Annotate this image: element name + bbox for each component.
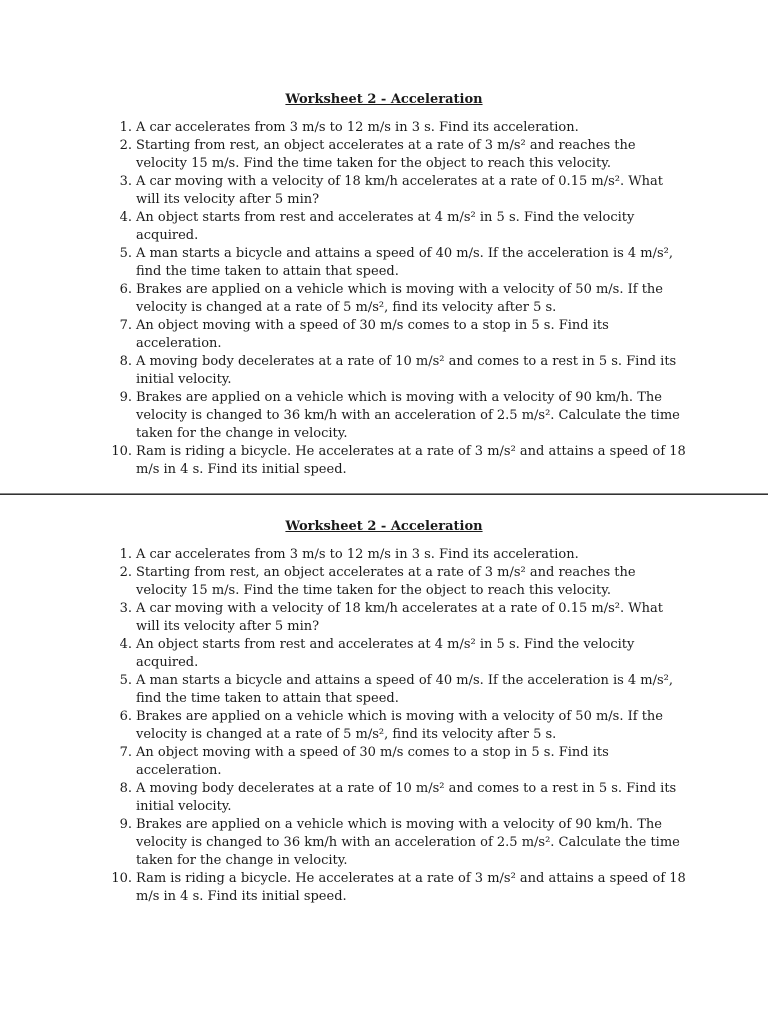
question-list bbox=[110, 546, 690, 906]
question-item bbox=[110, 870, 690, 906]
question-item bbox=[110, 281, 690, 317]
question-text: Brakes are applied on a vehicle which is moving with a velocity of 90 km/h. The velocity is changed to 36 km/h with an acceleration of 2.5 m/s². Calculate the time taken for the change in velocity. bbox=[136, 390, 680, 441]
page-divider bbox=[0, 494, 768, 495]
question-number: 2. bbox=[119, 138, 132, 153]
question-item bbox=[110, 708, 690, 744]
question-item bbox=[110, 353, 690, 389]
question-item bbox=[110, 119, 690, 137]
question-number: 10. bbox=[111, 444, 132, 459]
question-text: Starting from rest, an object accelerates at a rate of 3 m/s² and reaches the velocity 15 m/s. Find the time taken for the object to reach this velocity. bbox=[136, 138, 636, 171]
question-text: Brakes are applied on a vehicle which is moving with a velocity of 50 m/s. If the velocity is changed at a rate of 5 m/s², find its velocity after 5 s. bbox=[136, 709, 663, 742]
question-text: A car accelerates from 3 m/s to 12 m/s in 3 s. Find its acceleration. bbox=[136, 547, 579, 562]
question-text: A man starts a bicycle and attains a speed of 40 m/s. If the acceleration is 4 m/s², find the time taken to attain that speed. bbox=[136, 246, 674, 279]
question-number: 5. bbox=[119, 246, 132, 261]
question-text: A car accelerates from 3 m/s to 12 m/s in 3 s. Find its acceleration. bbox=[136, 120, 579, 135]
question-item bbox=[110, 209, 690, 245]
question-number: 5. bbox=[119, 673, 132, 688]
question-text: Ram is riding a bicycle. He accelerates at a rate of 3 m/s² and attains a speed of 18 m/s in 4 s. Find its initial speed. bbox=[136, 444, 686, 477]
question-list bbox=[110, 119, 690, 479]
question-text: An object moving with a speed of 30 m/s comes to a stop in 5 s. Find its acceleration. bbox=[136, 318, 609, 351]
question-item bbox=[110, 317, 690, 353]
question-number: 8. bbox=[119, 354, 132, 369]
question-item bbox=[110, 546, 690, 564]
question-number: 3. bbox=[119, 601, 132, 616]
question-text: Brakes are applied on a vehicle which is moving with a velocity of 50 m/s. If the velocity is changed at a rate of 5 m/s², find its velocity after 5 s. bbox=[136, 282, 663, 315]
question-number: 4. bbox=[119, 210, 132, 225]
question-item bbox=[110, 564, 690, 600]
worksheet-title: Worksheet 2 - Acceleration bbox=[285, 519, 483, 534]
question-text: Starting from rest, an object accelerates at a rate of 3 m/s² and reaches the velocity 15 m/s. Find the time taken for the object to reach this velocity. bbox=[136, 565, 636, 598]
question-item bbox=[110, 137, 690, 173]
question-text: Brakes are applied on a vehicle which is moving with a velocity of 90 km/h. The velocity is changed to 36 km/h with an acceleration of 2.5 m/s². Calculate the time taken for the change in velocity. bbox=[136, 817, 680, 868]
question-item bbox=[110, 744, 690, 780]
question-item bbox=[110, 636, 690, 672]
question-item bbox=[110, 173, 690, 209]
question-item bbox=[110, 245, 690, 281]
question-text: An object starts from rest and accelerates at 4 m/s² in 5 s. Find the velocity acquired. bbox=[136, 637, 635, 670]
question-text: A man starts a bicycle and attains a speed of 40 m/s. If the acceleration is 4 m/s², find the time taken to attain that speed. bbox=[136, 673, 674, 706]
worksheet-bottom bbox=[110, 519, 690, 906]
worksheet-top bbox=[110, 92, 690, 479]
question-number: 9. bbox=[119, 390, 132, 405]
question-number: 6. bbox=[119, 709, 132, 724]
question-number: 8. bbox=[119, 781, 132, 796]
question-text: A car moving with a velocity of 18 km/h accelerates at a rate of 0.15 m/s². What will its velocity after 5 min? bbox=[136, 174, 663, 207]
question-item bbox=[110, 443, 690, 479]
question-text: A moving body decelerates at a rate of 10 m/s² and comes to a rest in 5 s. Find its initial velocity. bbox=[136, 781, 677, 814]
question-item bbox=[110, 780, 690, 816]
question-item bbox=[110, 672, 690, 708]
question-number: 7. bbox=[119, 745, 132, 760]
question-number: 9. bbox=[119, 817, 132, 832]
question-item bbox=[110, 816, 690, 870]
question-text: A car moving with a velocity of 18 km/h accelerates at a rate of 0.15 m/s². What will its velocity after 5 min? bbox=[136, 601, 663, 634]
worksheet-title: Worksheet 2 - Acceleration bbox=[285, 92, 483, 107]
question-number: 6. bbox=[119, 282, 132, 297]
question-text: A moving body decelerates at a rate of 10 m/s² and comes to a rest in 5 s. Find its initial velocity. bbox=[136, 354, 677, 387]
question-number: 4. bbox=[119, 637, 132, 652]
question-text: An object starts from rest and accelerates at 4 m/s² in 5 s. Find the velocity acquired. bbox=[136, 210, 635, 243]
question-number: 2. bbox=[119, 565, 132, 580]
question-item bbox=[110, 600, 690, 636]
question-number: 1. bbox=[119, 547, 132, 562]
question-number: 1. bbox=[119, 120, 132, 135]
question-number: 7. bbox=[119, 318, 132, 333]
question-number: 10. bbox=[111, 871, 132, 886]
question-number: 3. bbox=[119, 174, 132, 189]
question-text: Ram is riding a bicycle. He accelerates at a rate of 3 m/s² and attains a speed of 18 m/s in 4 s. Find its initial speed. bbox=[136, 871, 686, 904]
question-text: An object moving with a speed of 30 m/s comes to a stop in 5 s. Find its acceleration. bbox=[136, 745, 609, 778]
question-item bbox=[110, 389, 690, 443]
